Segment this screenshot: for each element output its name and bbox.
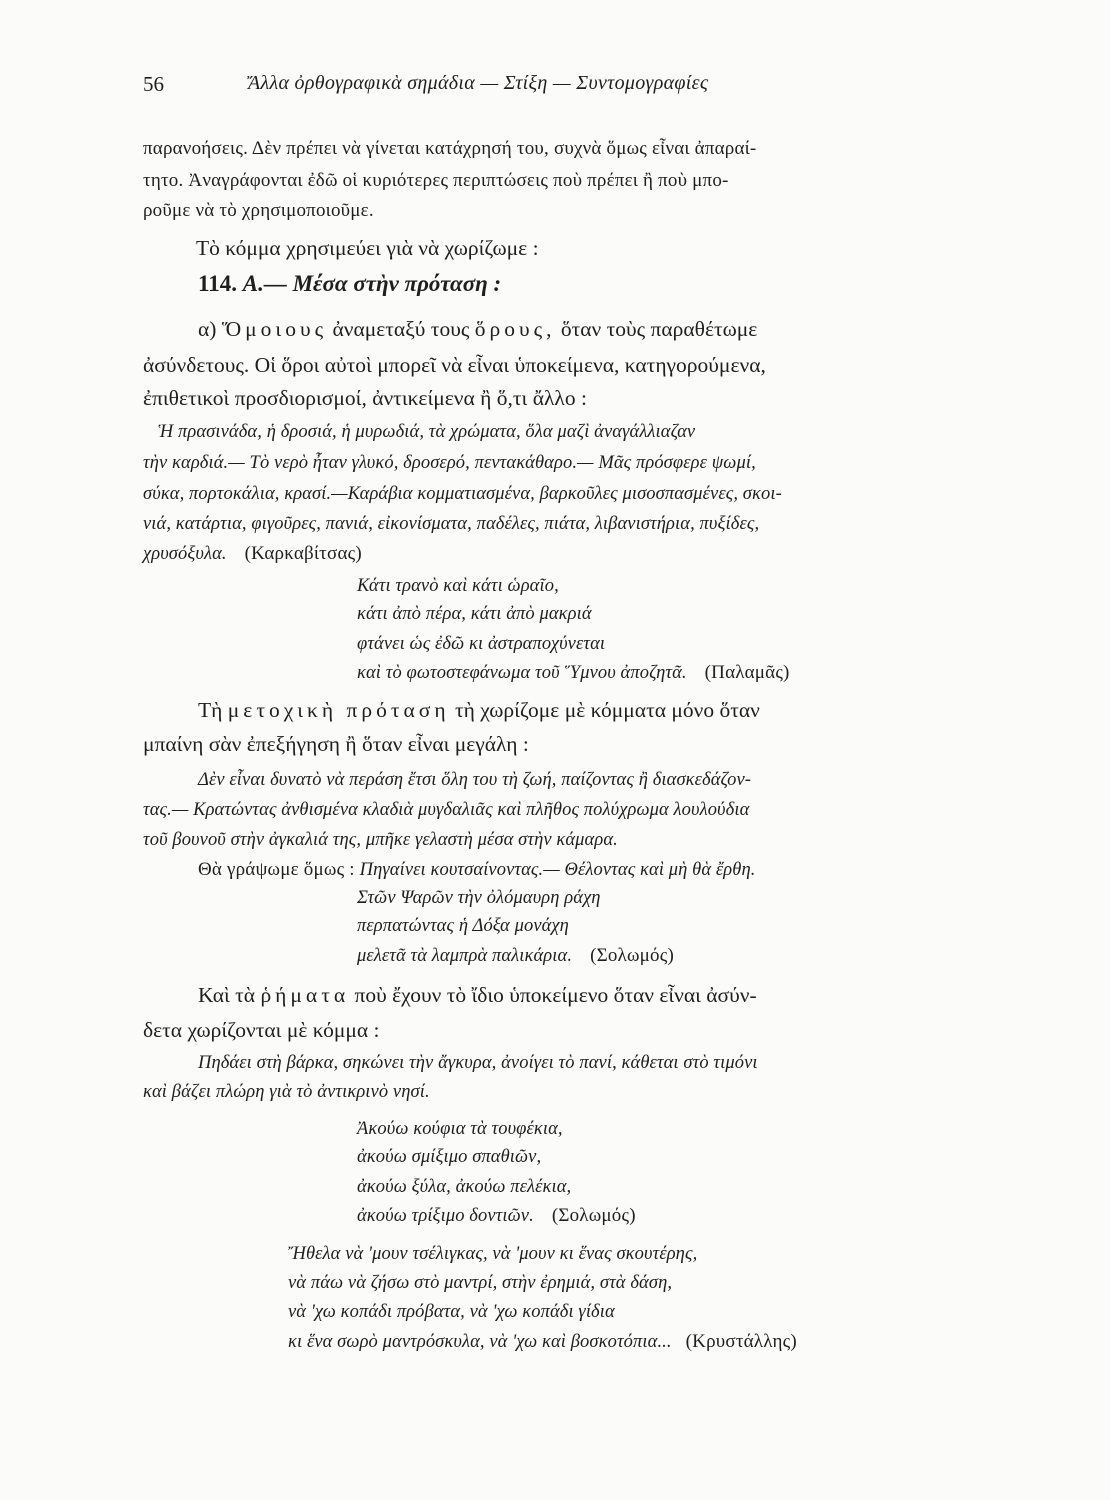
page-header [143,72,983,102]
example-line: τας.— Κρατώντας ἀνθισμένα κλαδιὰ μυγδαλιᾶς καὶ πλῆθος πολύχρωμα λουλούδια [143,800,750,820]
paragraph-a-line1: α) Ὅμοιους ἀναμεταξύ τους ὅρους, ὅταν τοὺς παραθέτωμε [198,317,758,341]
text-line: ἀσύνδετους. Οἱ ὅροι αὐτοὶ μπορεῖ νὰ εἶναι ὑποκείμενα, κατηγορούμενα, [143,353,766,377]
example-line: Πηδάει στὴ βάρκα, σηκώνει τὴν ἄγκυρα, ἀνοίγει τὸ πανί, κάθεται στὸ τιμόνι [198,1053,758,1073]
page-number: 56 [143,72,164,96]
poem-line: Στῶν Ψαρῶν τὴν ὀλόμαυρη ράχη [357,888,601,908]
poem-line: ἀκούω ξύλα, ἀκούω πελέκια, [357,1177,572,1197]
poem-line: ἀκούω τρίξιμο δοντιῶν. (Σολωμός) [357,1205,636,1226]
comma-usage-line: Τὸ κόμμα χρησιμεύει γιὰ νὰ χωρίζωμε : [196,236,539,260]
poem-line: νὰ 'χω κοπάδι πρόβατα, νὰ 'χω κοπάδι γίδια [288,1302,615,1322]
text-line: ροῦμε νὰ τὸ χρησιμοποιοῦμε. [143,200,374,221]
author-attribution: (Καρκαβίτσας) [244,543,362,564]
poem-line: κάτι ἀπὸ πέρα, κάτι ἀπὸ μακριά [357,604,592,624]
poem-line: περπατώντας ἡ Δόξα μονάχη [357,916,569,936]
example-line: Θὰ γράψωμε ὅμως : Πηγαίνει κουτσαίνοντας.— Θέλοντας καὶ μὴ θὰ ἔρθη. [198,859,756,880]
example-line: νιά, κατάρτια, φιγοῦρες, πανιά, εἰκονίσματα, παδέλες, πιάτα, λιβανιστήρια, πυξίδες, [143,514,760,534]
text-line: ἐπιθετικοὶ προσδιορισμοί, ἀντικείμενα ἢ ὅ,τι ἄλλο : [143,386,587,410]
example-line: χρυσόξυλα. (Καρκαβίτσας) [143,543,362,564]
poem-line: νὰ πάω νὰ ζήσω στὸ μαντρί, στὴν ἐρημιά, στὰ δάση, [288,1273,673,1293]
example-line: σύκα, πορτοκάλια, κρασί.—Καράβια κομματιασμένα, βαρκοῦλες μισοσπασμένες, σκοι- [143,484,782,504]
poem-line: μελετᾶ τὰ λαμπρὰ παλικάρια. (Σολωμός) [357,945,675,966]
spaced-term: Ὅμοιους [221,317,328,341]
text-line: τητο. Ἀναγράφονται ἐδῶ οἱ κυριότερες περιπτώσεις ποὺ πρέπει ἢ ποὺ μπο- [143,170,729,191]
example-line: Ἡ πρασινάδα, ἡ δροσιά, ἡ μυρωδιά, τὰ χρώματα, ὅλα μαζὶ ἀναγάλλιαζαν [158,422,696,442]
spaced-term: ῥήματα [260,983,350,1007]
author-attribution: (Σολωμός) [590,945,675,966]
text-line: δετα χωρίζονται μὲ κόμμα : [143,1018,380,1042]
author-attribution: (Σολωμός) [551,1205,636,1226]
text-line: μπαίνη σὰν ἐπεξήγηση ἢ ὅταν εἶναι μεγάλη : [143,732,529,756]
spaced-term: μετοχικὴ πρόταση [227,698,450,722]
author-attribution: (Κρυστάλλης) [685,1331,797,1352]
example-line: καὶ βάζει πλώρη γιὰ τὸ ἀντικρινὸ νησί. [143,1082,430,1102]
spaced-term: ὅρους, [474,317,556,341]
section-title: Μέσα στὴν πρόταση : [292,271,502,296]
participle-line1: Τὴ μετοχικὴ πρόταση τὴ χωρίζομε μὲ κόμματα μόνο ὅταν [198,698,760,722]
section-heading [198,271,501,297]
poem-line: ἀκούω σμίξιμο σπαθιῶν, [357,1147,542,1167]
example-line: τὴν καρδιά.— Τὸ νερὸ ἦταν γλυκό, δροσερό, πεντακάθαρο.— Μᾶς πρόσφερε ψωμί, [143,453,756,473]
poem-line: φτάνει ὡς ἐδῶ κι ἀστραποχύνεται [357,634,606,654]
poem-line: Ἀκούω κούφια τὰ τουφέκια, [357,1119,563,1139]
poem-line: Ἤθελα νὰ 'μουν τσέλιγκας, νὰ 'μουν κι ἕνας σκουτέρης, [288,1244,698,1264]
poem-line: καὶ τὸ φωτοστεφάνωμα τοῦ Ὕμνου ἀποζητᾶ. (Παλαμᾶς) [357,662,790,683]
verbs-line1: Καὶ τὰ ῥήματα ποὺ ἔχουν τὸ ἴδιο ὑποκείμενο ὅταν εἶναι ἀσύν- [198,983,757,1007]
poem-line: κι ἕνα σωρὸ μαντρόσκυλα, νὰ 'χω καὶ βοσκοτόπια... (Κρυστάλλης) [288,1331,797,1352]
example-line: Δὲν εἶναι δυνατὸ νὰ περάση ἔτσι ὅλη του τὴ ζωή, παίζοντας ἢ διασκεδάζον- [198,770,752,790]
poem-line: Κάτι τρανὸ καὶ κάτι ὡραῖο, [357,576,559,596]
running-title: Ἄλλα ὀρθογραφικὰ σημάδια — Στίξη — Συντομογραφίες [248,72,709,94]
author-attribution: (Παλαμᾶς) [704,662,790,683]
section-number: 114. [198,271,237,296]
text-line: παρανοήσεις. Δὲν πρέπει νὰ γίνεται κατάχρησή του, συχνὰ ὅμως εἶναι ἀπαραί- [143,138,757,159]
example-line: τοῦ βουνοῦ στὴν ἀγκαλιά της, μπῆκε γελαστὴ μέσα στὴν κάμαρα. [143,830,618,850]
section-letter: Α.— [242,271,287,296]
